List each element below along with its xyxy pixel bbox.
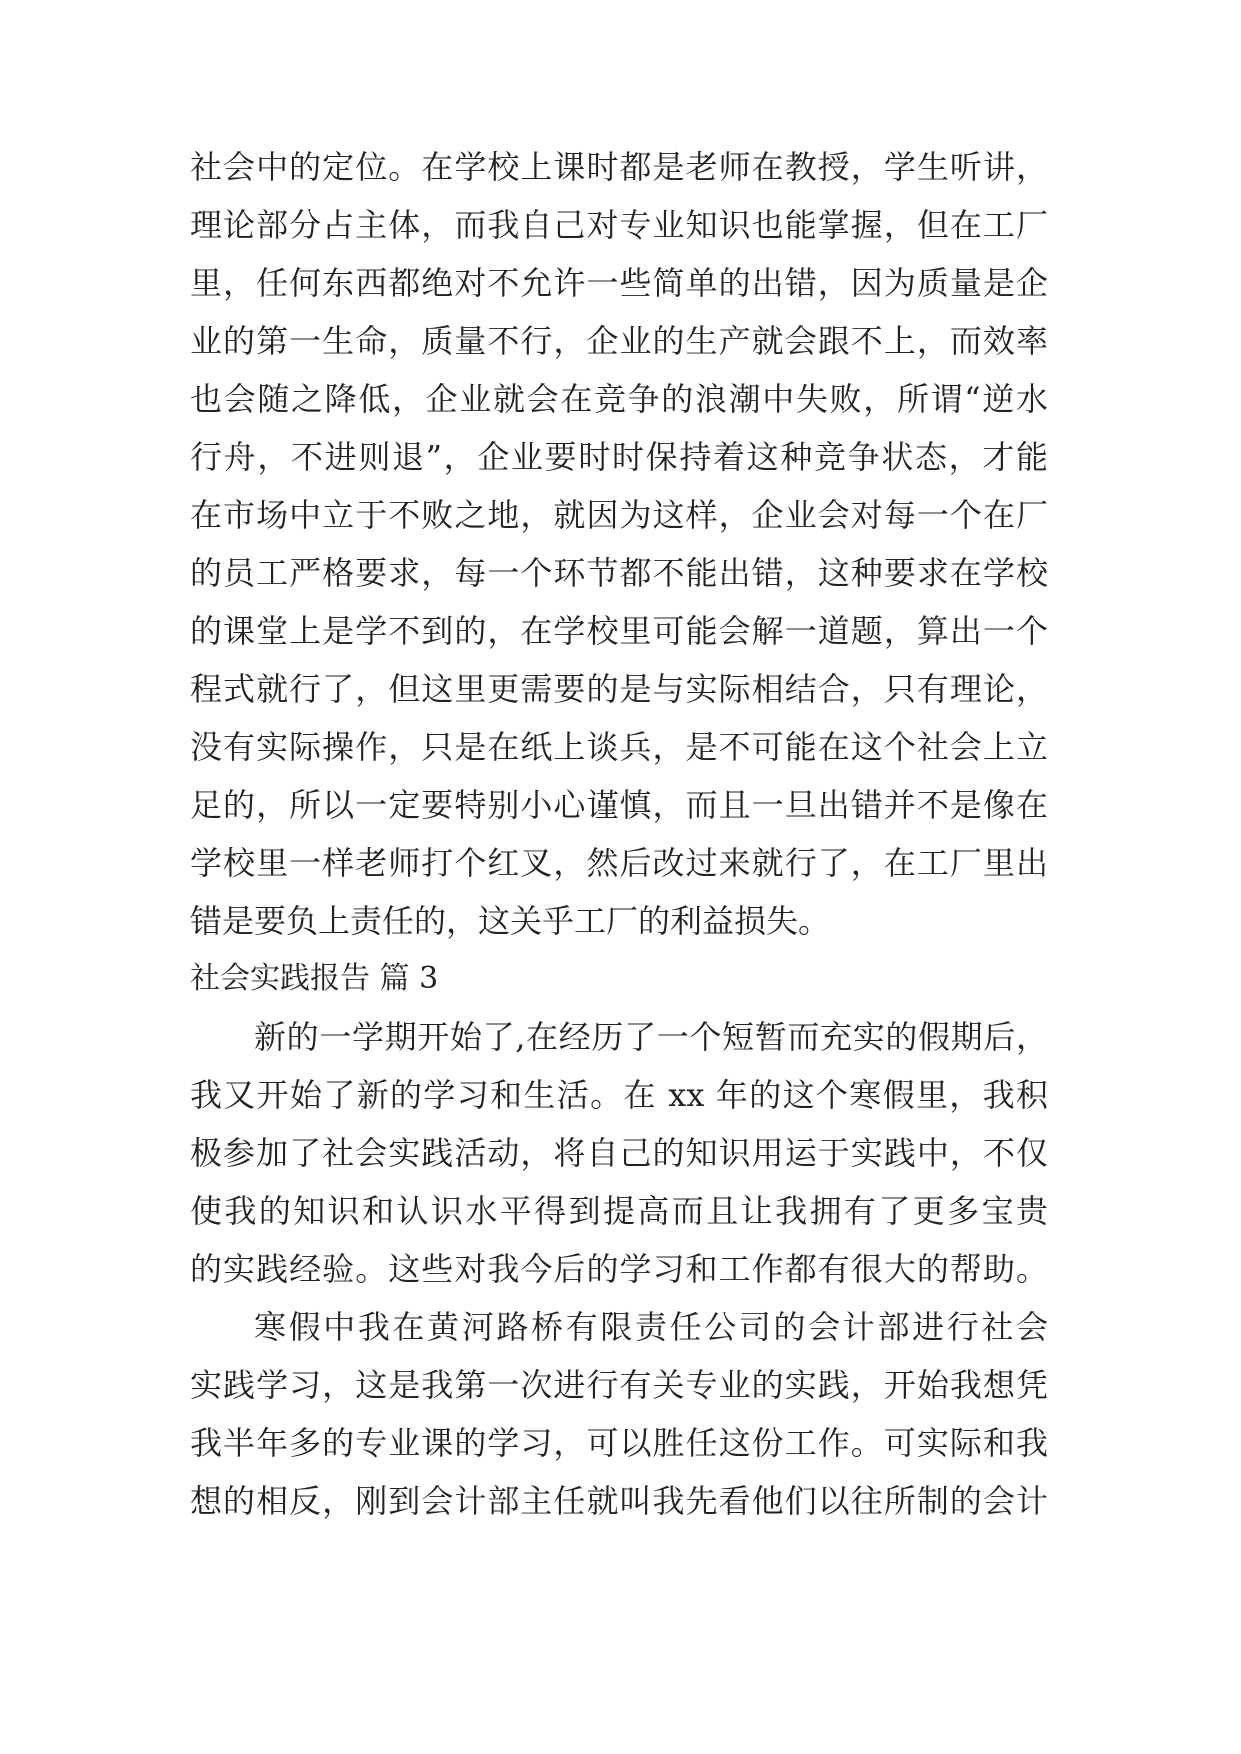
paragraph-line: 的实践经验。这些对我今后的学习和工作都有很大的帮助。 <box>190 1250 1048 1288</box>
paragraph-line: 想的相反，刚到会计部主任就叫我先看他们以往所制的会计 <box>190 1482 1048 1520</box>
paragraph-line: 的课堂上是学不到的，在学校里可能会解一道题，算出一个 <box>190 612 1048 650</box>
paragraph-line: 程式就行了，但这里更需要的是与实际相结合，只有理论， <box>190 670 1048 708</box>
paragraph-line: 学校里一样老师打个红叉，然后改过来就行了，在工厂里出 <box>190 844 1048 882</box>
paragraph-line: 业的第一生命，质量不行，企业的生产就会跟不上，而效率 <box>190 322 1048 360</box>
paragraph-line: 我半年多的专业课的学习，可以胜任这份工作。可实际和我 <box>190 1424 1048 1462</box>
paragraph-line: 在市场中立于不败之地，就因为这样，企业会对每一个在厂 <box>190 496 1048 534</box>
paragraph-line: 极参加了社会实践活动，将自己的知识用运于实践中，不仅 <box>190 1134 1048 1172</box>
paragraph-line: 错是要负上责任的，这关乎工厂的利益损失。 <box>190 902 831 940</box>
paragraph-line: 行舟，不进则退”，企业要时时保持着这种竞争状态，才能 <box>190 438 1048 476</box>
section-heading: 社会实践报告 篇 3 <box>190 961 439 996</box>
paragraph-line: 实践学习，这是我第一次进行有关专业的实践，开始我想凭 <box>190 1366 1048 1404</box>
paragraph-line: 新的一学期开始了,在经历了一个短暂而充实的假期后， <box>254 1018 1048 1056</box>
paragraph-line: 也会随之降低，企业就会在竞争的浪潮中失败，所谓“逆水 <box>190 380 1048 418</box>
paragraph-line: 的员工严格要求，每一个环节都不能出错，这种要求在学校 <box>190 554 1048 592</box>
paragraph-line: 足的，所以一定要特别小心谨慎，而且一旦出错并不是像在 <box>190 786 1048 824</box>
paragraph-line: 理论部分占主体，而我自己对专业知识也能掌握，但在工厂 <box>190 206 1048 244</box>
paragraph-line: 没有实际操作，只是在纸上谈兵，是不可能在这个社会上立 <box>190 728 1048 766</box>
paragraph-line: 寒假中我在黄河路桥有限责任公司的会计部进行社会 <box>254 1308 1048 1346</box>
paragraph-line: 社会中的定位。在学校上课时都是老师在教授，学生听讲， <box>190 148 1048 186</box>
paragraph-line: 使我的知识和认识水平得到提高而且让我拥有了更多宝贵 <box>190 1192 1048 1230</box>
paragraph-line: 我又开始了新的学习和生活。在 xx 年的这个寒假里，我积 <box>190 1076 1048 1114</box>
paragraph-line: 里，任何东西都绝对不允许一些简单的出错，因为质量是企 <box>190 264 1048 302</box>
